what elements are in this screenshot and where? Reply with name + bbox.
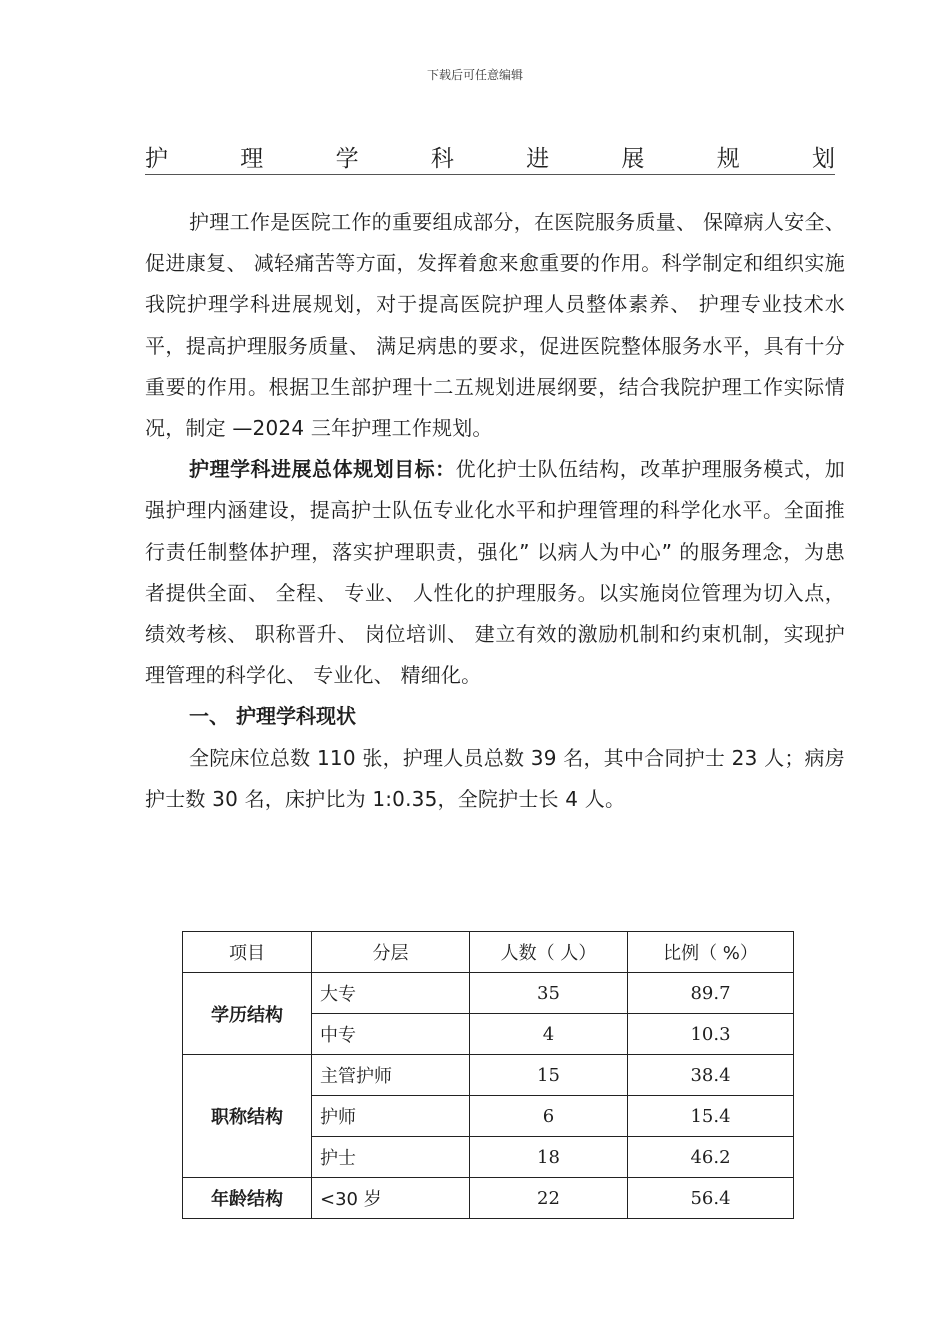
intro-paragraph: 护理工作是医院工作的重要组成部分，在医院服务质量、 保障病人安全、 促进康复、 减轻痛苦等方面，发挥着愈来愈重要的作用。科学制定和组织实施我院护理学科进展规划，对于提高医院护理人员整体素养、 护理专业技术水平，提高护理服务质量、 满足病患的要求，促进医院整体服务水平，具有十分重要的作用。根据卫生部护理十二五规划进展纲要，结合我院护理工作实际情况，制定 —2024 三年护理工作规划。 — [145, 210, 845, 441]
document-title — [145, 140, 835, 175]
goal-text: 优化护士队伍结构，改革护理服务模式，加强护理内涵建设，提高护士队伍专业化水平和护理管理的科学化水平。全面推行责任制整体护理，落实护理职责，强化” 以病人为中心” 的服务理念，为患者提供全面、 全程、 专业、 人性化的护理服务。以实施岗位管理为切入点，绩效考核、 职称晋升、 岗位培训、 建立有效的激励机制和约束机制，实现护理管理的科学化、 专业化、 精细化。 — [145, 457, 845, 688]
category-cell: 年龄结构 — [183, 1178, 312, 1219]
count-cell: 6 — [470, 1096, 628, 1137]
ratio-cell: 15.4 — [628, 1096, 794, 1137]
document-body — [145, 202, 845, 820]
ratio-cell: 10.3 — [628, 1014, 794, 1055]
layer-cell: 中专 — [312, 1014, 470, 1055]
ratio-cell: 46.2 — [628, 1137, 794, 1178]
title-char: 护 — [145, 145, 168, 172]
category-cell: 学历结构 — [183, 973, 312, 1055]
count-cell: 4 — [470, 1014, 628, 1055]
title-char: 理 — [240, 145, 264, 172]
title-char: 规 — [716, 145, 740, 172]
table-row — [183, 1178, 794, 1219]
table-row — [183, 1055, 794, 1096]
count-cell: 35 — [470, 973, 628, 1014]
count-cell: 18 — [470, 1137, 628, 1178]
count-cell: 22 — [470, 1178, 628, 1219]
status-paragraph: 全院床位总数 110 张，护理人员总数 39 名，其中合同护士 23 人；病房护士数 30 名，床护比为 1:0.35，全院护士长 4 人。 — [145, 745, 845, 811]
layer-cell: 护士 — [312, 1137, 470, 1178]
goal-paragraph — [145, 449, 845, 696]
staff-structure-table — [182, 931, 794, 1219]
ratio-cell: 56.4 — [628, 1178, 794, 1219]
title-char: 展 — [621, 145, 645, 172]
goal-lead: 护理学科进展总体规划目标： — [189, 457, 456, 482]
layer-cell: 主管护师 — [312, 1055, 470, 1096]
layer-cell: <30 岁 — [312, 1178, 470, 1219]
category-cell: 职称结构 — [183, 1055, 312, 1178]
table-header-row — [183, 932, 794, 973]
header-ratio: 比例（ %） — [628, 932, 794, 973]
header-count: 人数（ 人） — [470, 932, 628, 973]
table-row — [183, 973, 794, 1014]
title-char: 进 — [526, 145, 550, 172]
header-note: 下载后可任意编辑 — [426, 68, 523, 82]
layer-cell: 护师 — [312, 1096, 470, 1137]
title-char: 科 — [430, 145, 454, 172]
header-item: 项目 — [183, 932, 312, 973]
section-heading: 一、 护理学科现状 — [189, 704, 356, 729]
header-layer: 分层 — [312, 932, 470, 973]
title-char: 划 — [811, 145, 835, 172]
count-cell: 15 — [470, 1055, 628, 1096]
ratio-cell: 38.4 — [628, 1055, 794, 1096]
ratio-cell: 89.7 — [628, 973, 794, 1014]
layer-cell: 大专 — [312, 973, 470, 1014]
title-char: 学 — [335, 145, 359, 172]
